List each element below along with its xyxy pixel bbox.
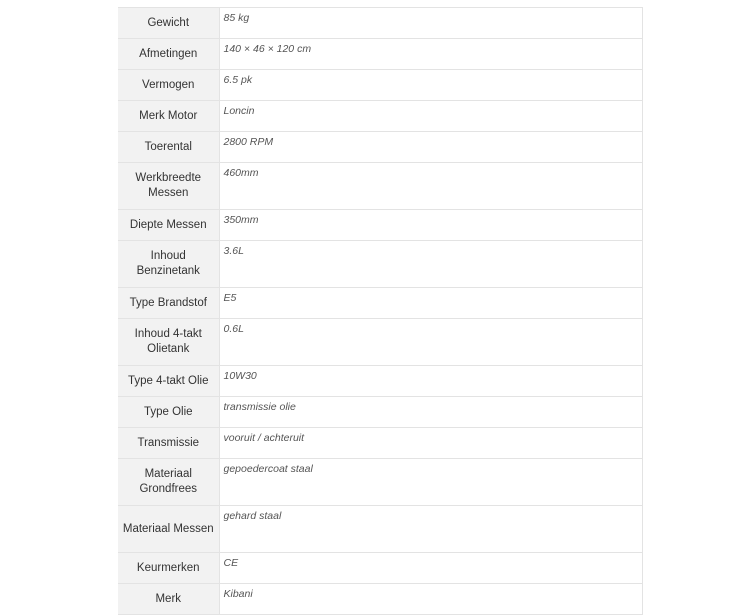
table-row (118, 366, 642, 397)
spec-label-tiller-material: Materiaal Grondfrees (118, 459, 219, 506)
spec-value-oil-tank: 0.6L (219, 319, 642, 366)
spec-label-oil-tank: Inhoud 4-takt Olietank (118, 319, 219, 366)
spec-value-power: 6.5 pk (219, 70, 642, 101)
spec-label-working-width: Werkbreedte Messen (118, 163, 219, 210)
table-row (118, 553, 642, 584)
table-row (118, 101, 642, 132)
table-row (118, 397, 642, 428)
spec-value-fuel-tank: 3.6L (219, 241, 642, 288)
spec-value-engine-brand: Loncin (219, 101, 642, 132)
spec-value-working-width: 460mm (219, 163, 642, 210)
spec-label-certifications: Keurmerken (118, 553, 219, 584)
table-row (118, 241, 642, 288)
table-row (118, 8, 642, 39)
table-row (118, 506, 642, 553)
table-row (118, 132, 642, 163)
spec-label-dimensions: Afmetingen (118, 39, 219, 70)
table-row (118, 210, 642, 241)
spec-value-fuel-type: E5 (219, 288, 642, 319)
spec-value-rpm: 2800 RPM (219, 132, 642, 163)
table-row (118, 288, 642, 319)
spec-label-brand: Merk (118, 584, 219, 615)
spec-value-certifications: CE (219, 553, 642, 584)
spec-value-weight: 85 kg (219, 8, 642, 39)
spec-value-tiller-material: gepoedercoat staal (219, 459, 642, 506)
table-row (118, 459, 642, 506)
spec-label-engine-brand: Merk Motor (118, 101, 219, 132)
spec-value-dimensions: 140 × 46 × 120 cm (219, 39, 642, 70)
spec-label-fuel-type: Type Brandstof (118, 288, 219, 319)
spec-label-fuel-tank: Inhoud Benzinetank (118, 241, 219, 288)
spec-label-power: Vermogen (118, 70, 219, 101)
spec-label-weight: Gewicht (118, 8, 219, 39)
table-row (118, 319, 642, 366)
table-row (118, 39, 642, 70)
spec-value-blade-material: gehard staal (219, 506, 642, 553)
spec-value-brand: Kibani (219, 584, 642, 615)
spec-label-rpm: Toerental (118, 132, 219, 163)
spec-label-engine-oil-type: Type 4-takt Olie (118, 366, 219, 397)
spec-value-oil-type: transmissie olie (219, 397, 642, 428)
table-row (118, 428, 642, 459)
spec-value-transmission: vooruit / achteruit (219, 428, 642, 459)
spec-label-oil-type: Type Olie (118, 397, 219, 428)
spec-value-blade-depth: 350mm (219, 210, 642, 241)
table-row (118, 70, 642, 101)
spec-label-blade-material: Materiaal Messen (118, 506, 219, 553)
spec-value-engine-oil-type: 10W30 (219, 366, 642, 397)
spec-label-transmission: Transmissie (118, 428, 219, 459)
table-row (118, 584, 642, 615)
specifications-table (118, 7, 643, 615)
table-row (118, 163, 642, 210)
spec-label-blade-depth: Diepte Messen (118, 210, 219, 241)
